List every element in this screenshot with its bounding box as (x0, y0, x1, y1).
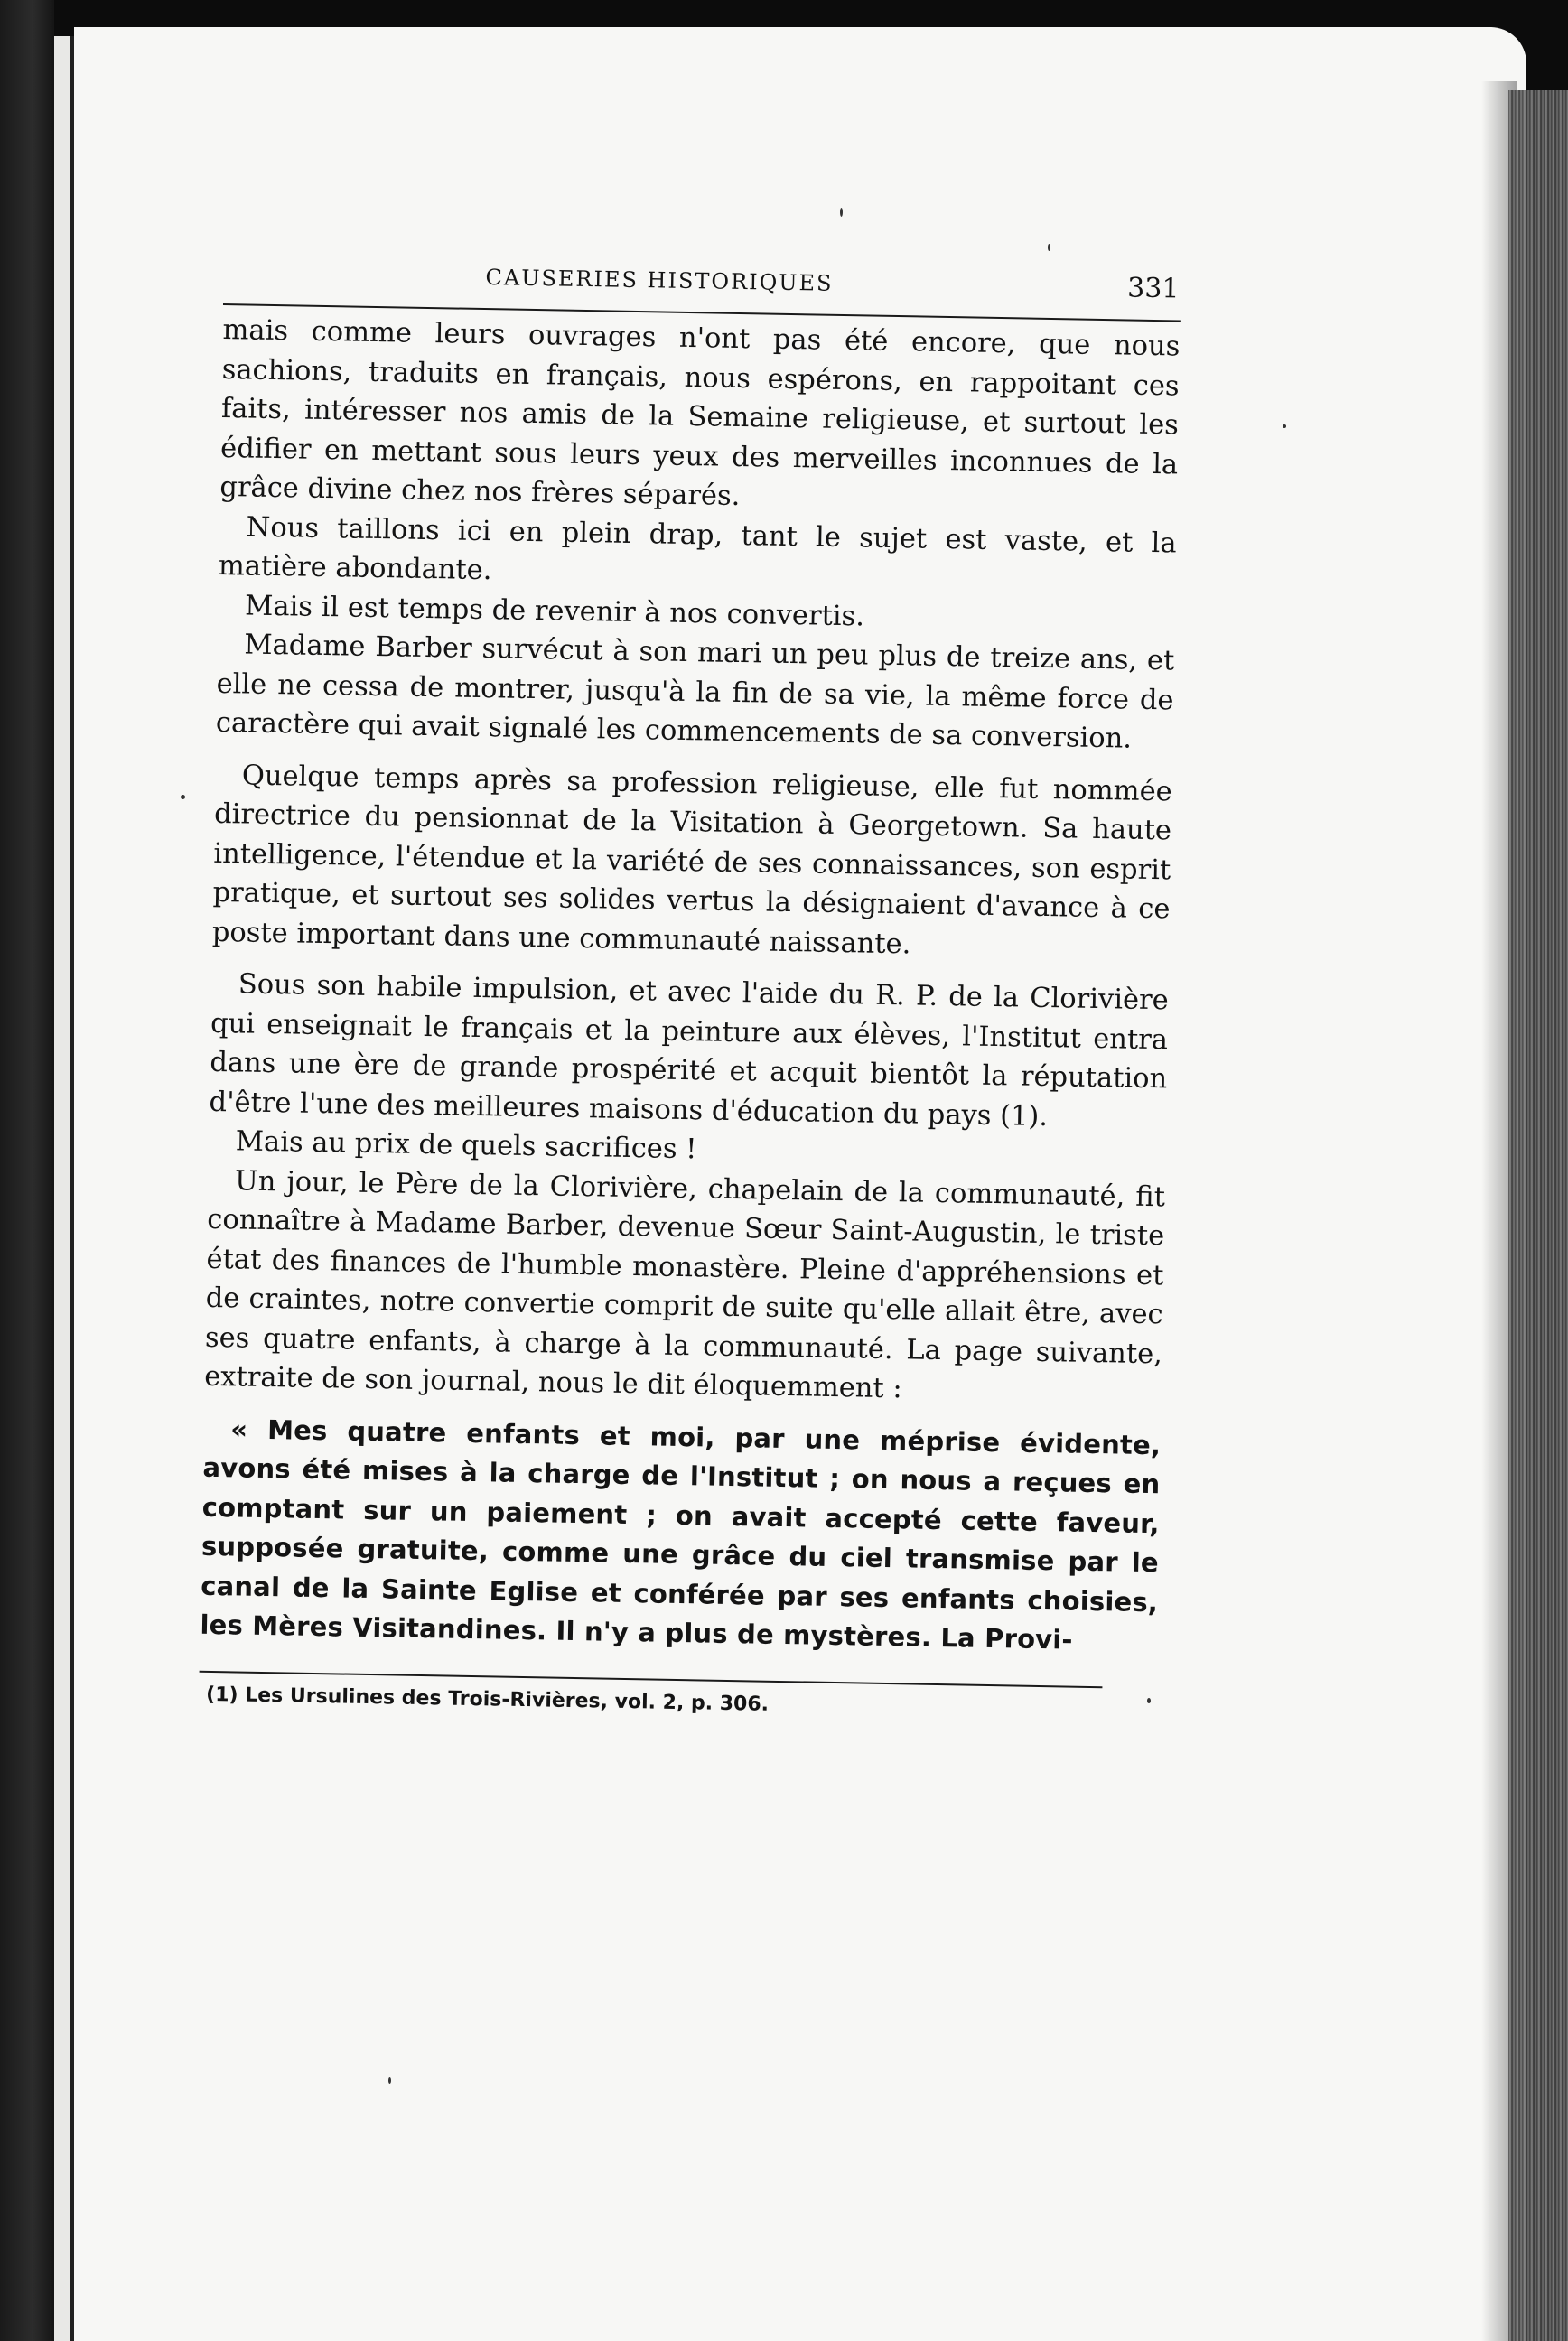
footnote: (1) Les Ursulines des Trois-Rivières, vol. 2, p. 306. (205, 1683, 770, 1716)
book-spine-shadow (0, 0, 54, 2341)
facing-page-edge (54, 36, 70, 2341)
page-number: 331 (1126, 272, 1180, 305)
quoted-journal-paragraph: « Mes quatre enfants et moi, par une méprise évidente, avons été mises à la charge de l'Institut ; on nous a reçues en comptant sur un paiement ; on avait accepté cette faveur, supposée gratuite, comme une grâce du ciel transmise par le canal de la Sainte Eglise et conférée par ses enfants choisies, les Mères Visitandines. Il n'y a plus de mystères. La Provi- (200, 1413, 1162, 1655)
paragraph: Un jour, le Père de la Clorivière, chapelain de la communauté, fit connaître à Madame Barber, devenue Sœur Saint-Augustin, le triste état des finances de l'humble monastère. Pleine d'appréhensions et de craintes, notre convertie comprit de suite qu'elle allait être, avec ses quatre enfants, à charge à la communauté. La page suivante, extraite de son journal, nous le dit éloquemment : (203, 1164, 1166, 1405)
paragraph: mais comme leurs ouvrages n'ont pas été encore, que nous sachions, traduits en français, nous espérons, en rappoitant ces faits, intéresser nos amis de la Semaine religieuse, et surtout les édifier en mettant sous leurs yeux des merveilles inconnues de la grâce divine chez nos frères séparés. (219, 313, 1181, 513)
running-title: CAUSERIES HISTORIQUES (485, 265, 834, 296)
stacked-page-edges (1508, 90, 1568, 2341)
paragraph: Mais il est temps de revenir à nos convertis. (244, 589, 865, 632)
paragraph: Nous taillons ici en plein drap, tant le sujet est vaste, et la matière abondante. (218, 510, 1177, 587)
page-content (199, 253, 1181, 1722)
body-text (200, 311, 1181, 1662)
paragraph: Sous son habile impulsion, et avec l'aide du R. P. de la Clorivière qui enseignait le français et la peinture aux élèves, l'Institut entra dans une ère de grande prospérité et acquit bientôt la réputation d'être l'une des meilleures maisons d'éducation du pays (1). (209, 968, 1170, 1133)
paragraph: Madame Barber survécut à son mari un peu plus de treize ans, et elle ne cessa de montrer, jusqu'à la fin de sa vie, la même force de caractère qui avait signalé les commencements de sa conversion. (215, 629, 1175, 755)
paragraph: Quelque temps après sa profession religieuse, elle fut nommée directrice du pensionnat de la Visitation à Georgetown. Sa haute intelligence, l'étendue et la variété de ses connaissances, son esprit pratique, et surtout ses solides vertus la désignaient d'avance à ce poste important dans une communauté naissante. (211, 759, 1173, 960)
paragraph: Mais au prix de quels sacrifices ! (235, 1125, 697, 1166)
